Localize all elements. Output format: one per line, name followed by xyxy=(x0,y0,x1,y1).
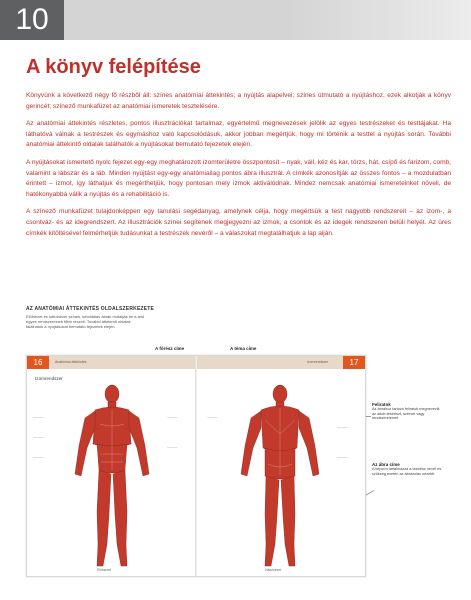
spread-label-marks-left-2: ———— xyxy=(33,436,44,439)
callout-figure-heading: Az ábra címe xyxy=(372,462,400,467)
spread-header-right xyxy=(197,356,365,369)
callout-figure-title xyxy=(372,462,444,476)
spread-back-caption: Hátulnézet xyxy=(265,568,282,572)
inset-title: AZ ANATÓMIAI ÁTTEKINTÉS OLDALSZERKEZETE xyxy=(26,306,155,312)
callout-labels-body: Az ábrához tartozó feliratok megnevezik az adott testrészt, szervet vagy rendszerelemet xyxy=(372,407,440,421)
paragraph-2: Az anatómiai áttekintés részletes, pontos illusztrációkat tartalmaz, egyértelmű megnevezések jelölik az egyes testrészeket és testtájakat. Ha láthatóvá válnak a testrészek és egymáshoz való kapcsolódásuk, akkor jobban megértjük, hogy mi történik a testtel a nyújtás során. További anatómiai áttekintő oldalak találhatók a nyújtásokat bemutató fejezetek elején. xyxy=(26,120,451,149)
book-spread-illustration xyxy=(26,355,366,577)
paragraph-1: Könyvünk a következő négy fő részből áll: színes anatómiai áttekintés; a nyújtás alapelvei; színes útmutató a nyújtáshoz, ezek alkotják a könyv gerincét; színező munkafüzet az anatómiai ismeretek tesztelésére. xyxy=(26,92,451,110)
paragraph-4: A színező munkafüzet tulajdonképpen egy tanulási segédanyag, amelynek célja, hogy megértsük a test nagyobb rendszereit – az izom-, a csontváz- és az idegrendszert. Az illusztrációk színei segítenek megjegyezni az izmok, a csontok és az idegek rendszeren belüli helyét. Az üres címkék kitöltésével felmérhetjük tudásunkat a testrészek nevéről – a válaszokat megtalálhatjuk a lap alján. xyxy=(26,208,451,237)
spread-label-marks-left-3: ———— xyxy=(33,456,44,459)
spread-label-marks-left: ———— xyxy=(33,416,44,419)
callout-topic-title: A téma címe xyxy=(230,346,257,351)
spread-label-marks-right: ———— xyxy=(207,416,218,419)
spread-page-number-right: 17 xyxy=(343,356,365,369)
callout-labels xyxy=(372,402,444,421)
callout-figure-body: A képcím tartalmazza a testrész nevét és szükség esetén az ábrázolás nézetét xyxy=(372,467,442,476)
spread-front-caption: Elölnézet xyxy=(97,568,111,572)
page-number: 10 xyxy=(0,0,64,40)
muscle-figure-back xyxy=(235,384,325,570)
inset-description: Elölnézet és hátulnézet színes, kétoldalas ábrák mutatják be a test egyes rendszereinek főbb részeit. További áttekintő oldalak találhatók a nyújtásokat bemutató fejezetek elején. xyxy=(26,314,145,329)
spread-label-marks-right-2: ———— xyxy=(337,426,348,429)
spread-gutter xyxy=(195,356,197,576)
callout-labels-title: Feliratok xyxy=(372,402,391,407)
spread-running-head-right: Izomrendszer xyxy=(307,360,329,364)
muscle-figure-front xyxy=(67,384,157,570)
page-title: A könyv felépítése xyxy=(26,56,201,78)
callout-section-title: A főrész címe xyxy=(155,346,185,351)
body-text xyxy=(26,91,451,246)
spread-subtitle: Izomrendszer xyxy=(35,376,63,381)
spread-header-left xyxy=(27,356,195,369)
top-band-gradient xyxy=(285,0,471,40)
spread-label-marks-mid-2: ———— xyxy=(167,446,178,449)
paragraph-3: A nyújtásokat ismertető nyolc fejezet egy-egy meghatározott izomterületre összpontosít – nyak, váll, kéz és kar, törzs, hát, csípő és farizom, comb, valamint a lábszár és a láb. Minden nyújtást egy-egy anatómiailag pontos ábra illusztrál. A címkék azonosítják az összes fontos – a mozdulatban érintett – izmot, így láthatjuk és megérthetjük, hogy pontosan mely izmok aktiválódnak. Mindez nemcsak anatómiai ismereteinket növeli, de hatékonyabbá válik a nyújtás és a rehabilitáció is. xyxy=(26,158,451,198)
spread-label-marks-right-3: ———— xyxy=(337,456,348,459)
spread-running-head-left: Anatómiai áttekintés xyxy=(55,360,87,364)
spread-page-number-left: 16 xyxy=(27,356,49,369)
spread-label-marks-mid: ———— xyxy=(167,416,178,419)
